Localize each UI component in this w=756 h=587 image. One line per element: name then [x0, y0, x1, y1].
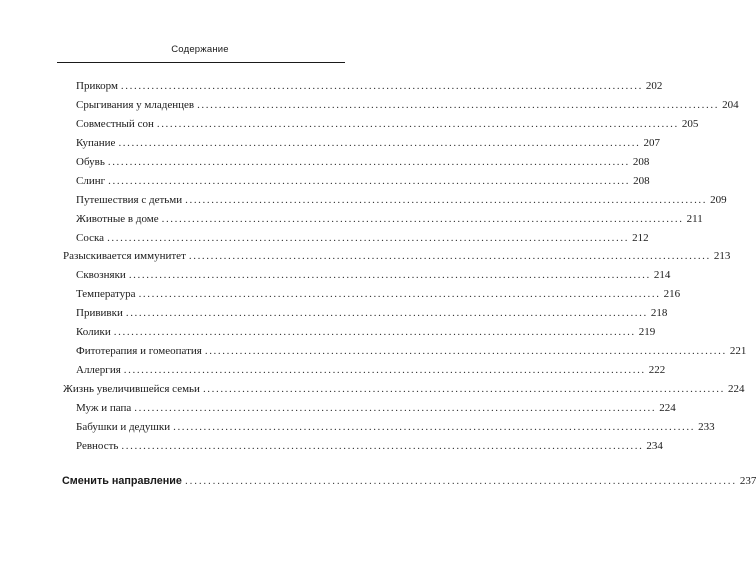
toc-entry-title: Прививки: [76, 307, 123, 320]
toc-entry-page: 213: [713, 250, 731, 263]
dot-leader: ........................................................................................................................: [138, 288, 661, 301]
toc-entry: [76, 174, 650, 194]
toc-entry-title: Путешествия с детьми: [76, 193, 183, 206]
toc-entry-title: Разыскивается иммунитет: [63, 250, 186, 263]
toc-entry-page: 216: [663, 288, 681, 301]
toc-entry-title: Совместный сон: [76, 117, 154, 130]
toc-entry-page: 209: [710, 193, 727, 206]
toc-entry-page: 218: [650, 307, 668, 320]
toc-entry-title: Прикорм: [76, 80, 118, 92]
dot-leader: ........................................................................................................................: [128, 269, 651, 282]
dot-leader: ........................................................................................................................: [121, 439, 644, 452]
toc-entry: [76, 231, 649, 251]
dot-leader: ........................................................................................................................: [184, 474, 737, 487]
toc-entry: [76, 345, 747, 364]
dot-leader: ........................................................................................................................: [204, 345, 727, 358]
toc-entry: [76, 155, 650, 175]
toc-section-entry: [63, 383, 745, 402]
toc-entry: [76, 193, 727, 213]
toc-entry-title: Муж и папа: [76, 401, 132, 414]
toc-entry-title: Животные в доме: [76, 212, 159, 225]
dot-leader: ........................................................................................................................: [118, 136, 641, 149]
toc-entry-title: Бабушки и дедушки: [76, 420, 171, 433]
toc-entry-page: 221: [729, 345, 747, 358]
dot-leader: ........................................................................................................................: [156, 117, 679, 130]
dot-leader: ........................................................................................................................: [123, 364, 646, 377]
toc-entry-title: Купание: [76, 136, 116, 149]
dot-leader: ........................................................................................................................: [185, 193, 708, 206]
toc-entry-title: Жизнь увеличившейся семьи: [63, 383, 200, 395]
dot-leader: ........................................................................................................................: [173, 420, 696, 433]
dot-leader: ........................................................................................................................: [107, 155, 630, 168]
toc-entry-page: 212: [632, 231, 649, 244]
header-rule: [57, 62, 345, 63]
toc-entry-title: Сменить направление: [62, 474, 182, 487]
dot-leader: ........................................................................................................................: [134, 401, 657, 414]
toc-entry-page: 214: [653, 269, 671, 282]
toc-entry-major: [62, 474, 756, 494]
toc-entry: [76, 364, 666, 383]
toc-entry: [76, 307, 668, 326]
toc-entry: [76, 326, 656, 345]
toc-entry-page: 234: [646, 439, 663, 452]
dot-leader: ........................................................................................................................: [120, 80, 643, 92]
toc-entry: [76, 136, 660, 156]
toc-entry-title: Аллергия: [76, 364, 121, 377]
toc-entry: [76, 269, 671, 288]
dot-leader: ........................................................................................................................: [188, 250, 711, 263]
toc-entry-title: Температура: [76, 288, 136, 301]
toc-entry-title: Срыгивания у младенцев: [76, 98, 195, 111]
dot-leader: ........................................................................................................................: [202, 383, 725, 395]
toc-entry: [76, 117, 699, 137]
toc-entry-page: 233: [698, 420, 715, 433]
toc-entry-page: 202: [645, 80, 663, 92]
toc-entry-page: 219: [638, 326, 656, 339]
toc-entry-title: Обувь: [76, 155, 105, 168]
toc-entry-title: Слинг: [76, 174, 106, 187]
dot-leader: ........................................................................................................................: [161, 212, 684, 225]
toc-entry-title: Сквозняки: [76, 269, 126, 282]
toc-entry: [76, 420, 715, 440]
toc-entry: [76, 401, 676, 421]
toc-entry-page: 237: [739, 474, 756, 487]
toc-entry-title: Фитотерапия и гомеопатия: [76, 345, 202, 358]
toc-entry-title: Ревность: [76, 439, 119, 452]
table-of-contents: [0, 80, 756, 494]
dot-leader: ........................................................................................................................: [107, 231, 630, 244]
toc-entry-page: 205: [681, 117, 699, 130]
toc-entry-page: 224: [727, 383, 745, 395]
toc-entry-page: 222: [648, 364, 666, 377]
toc-entry: [76, 80, 663, 99]
section-gap: [0, 459, 400, 475]
toc-entry: [76, 98, 739, 118]
toc-entry-page: 207: [643, 136, 660, 149]
toc-entry: [76, 439, 663, 459]
toc-entry-page: 211: [686, 212, 703, 225]
toc-entry: [76, 212, 703, 232]
dot-leader: ........................................................................................................................: [197, 98, 720, 111]
toc-entry-page: 208: [632, 155, 650, 168]
dot-leader: ........................................................................................................................: [113, 326, 636, 339]
toc-entry-title: Соска: [76, 231, 105, 244]
dot-leader: ........................................................................................................................: [125, 307, 648, 320]
toc-entry: [76, 288, 681, 307]
running-header: Содержание: [171, 44, 229, 55]
toc-entry-title: Колики: [76, 326, 111, 339]
toc-entry-page: 204: [722, 98, 739, 111]
dot-leader: ........................................................................................................................: [108, 174, 631, 187]
toc-list: [0, 80, 747, 459]
toc-entry-page: 208: [633, 174, 650, 187]
toc-entry-page: 224: [659, 401, 676, 414]
toc-section-entry: [63, 250, 731, 269]
